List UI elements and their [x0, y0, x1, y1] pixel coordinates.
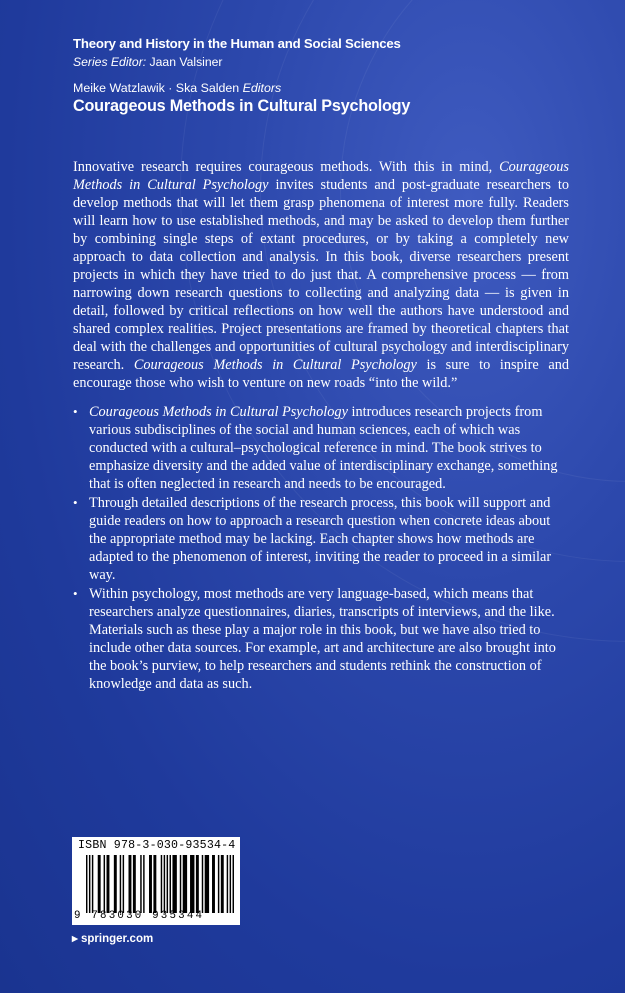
bullet-italic: Courageous Methods in Cultural Psychology — [89, 404, 348, 420]
book-editors — [73, 81, 410, 95]
barcode-bar — [123, 855, 124, 913]
editor-names: Meike Watzlawik · Ska Salden — [73, 81, 240, 95]
barcode-bar — [89, 855, 90, 913]
barcode-bar — [92, 855, 93, 913]
barcode-bar — [114, 855, 117, 913]
series-editor-label: Series Editor: — [73, 55, 147, 69]
barcode-bar — [86, 855, 87, 913]
book-title: Courageous Methods in Cultural Psychology — [73, 97, 411, 115]
barcode-bar — [133, 855, 136, 913]
description-part-1: Innovative research requires courageous methods. With this in mind, — [73, 159, 493, 175]
barcode-bar — [180, 855, 181, 913]
barcode-bar — [149, 855, 152, 913]
barcode-bar — [98, 855, 101, 913]
barcode-bar — [104, 855, 105, 913]
barcode-bar — [164, 855, 165, 913]
barcode-bar — [190, 855, 194, 913]
barcode-bar — [161, 855, 162, 913]
barcode-bar — [218, 855, 219, 913]
barcode-bar — [153, 855, 156, 913]
cover-header — [73, 36, 410, 116]
description-part-2: invites students and post-graduate researchers to develop methods that will let them grasp phenomena of interest more fully. Readers will learn how to use established methods, and may be asked to develop them further by combining single steps of extant procedures, or by taking a completely new approach to data collection and analysis. In this book, diverse researchers present projects in which they have tried to do just that. A comprehensive process — from narrowing down research questions to collecting and analyzing data — is given in detail, followed by critical reflections on how well the authors have understood and shared complex realities. Project presentations are framed by theoretical chapters that deal with the challenges and opportunities of cultural psychology and interdisciplinary research. — [73, 177, 569, 373]
bullet-text: Through detailed descriptions of the research process, this book will support and guide readers on how to approach a research question when concrete ideas about the appropriate method may be lacking. Each chapter shows how methods are adapted to the phenomenon of interest, inviting the reader to proceed in a similar way. — [89, 495, 552, 583]
barcode-bar — [212, 855, 215, 913]
barcode-bar — [183, 855, 187, 913]
bullet-text: introduces research projects from various subdisciplines of the social and human sciences, each of which was conducted with a cultural–psychological reference in mind. The book strives to emphasize diversity and the added value of interdisciplinary exchange, something that is often neglected in research and needs to be encouraged. — [89, 404, 558, 492]
publisher-link-text: springer.com — [80, 933, 154, 945]
barcode-digits: 9 783030 935344 — [74, 910, 205, 922]
bullet-text: Within psychology, most methods are very language-based, which means that researchers analyze questionnaires, diaries, transcripts of interviews, and the like. Materials such as these play a major role in this book, but we have also tried to include other data sources. For example, art and architecture are also brought into the book’s purview, to help researchers and students rethink the construction of knowledge and data as such. — [89, 586, 556, 692]
barcode-bar — [221, 855, 224, 913]
series-editor-name: Jaan Valsiner — [149, 55, 223, 69]
barcode-bars — [86, 855, 234, 913]
barcode-bar — [196, 855, 199, 913]
book-description — [73, 158, 569, 392]
list-item — [73, 494, 569, 584]
barcode-bar — [170, 855, 171, 913]
feature-list — [73, 403, 569, 694]
series-editor — [73, 55, 410, 69]
isbn-number: ISBN 978-3-030-93534-4 — [78, 839, 236, 852]
arrow-icon: ▸ — [72, 933, 78, 945]
barcode-bar — [202, 855, 203, 913]
barcode-bar — [230, 855, 231, 913]
isbn-barcode — [72, 837, 240, 925]
barcode-bar — [227, 855, 228, 913]
barcode-bar — [128, 855, 131, 913]
barcode-bar — [120, 855, 121, 913]
editors-label: Editors — [242, 81, 282, 95]
barcode-bar — [205, 855, 209, 913]
barcode-bar — [143, 855, 144, 913]
barcode-bar — [140, 855, 141, 913]
barcode-bar — [167, 855, 168, 913]
publisher-link[interactable] — [72, 931, 153, 945]
barcode-bar — [233, 855, 234, 913]
description-part-3: is sure to inspire and encourage those who wish to venture on new roads “into the wild.” — [73, 357, 570, 391]
description-title-ref-2: Courageous Methods in Cultural Psychology — [133, 357, 417, 373]
barcode-bar — [107, 855, 110, 913]
barcode-bar — [172, 855, 176, 913]
list-item — [73, 585, 569, 693]
description-title-ref-1: Courageous Methods in Cultural Psychology — [73, 159, 569, 193]
list-item — [73, 403, 569, 493]
series-title: Theory and History in the Human and Social Sciences — [73, 36, 401, 51]
